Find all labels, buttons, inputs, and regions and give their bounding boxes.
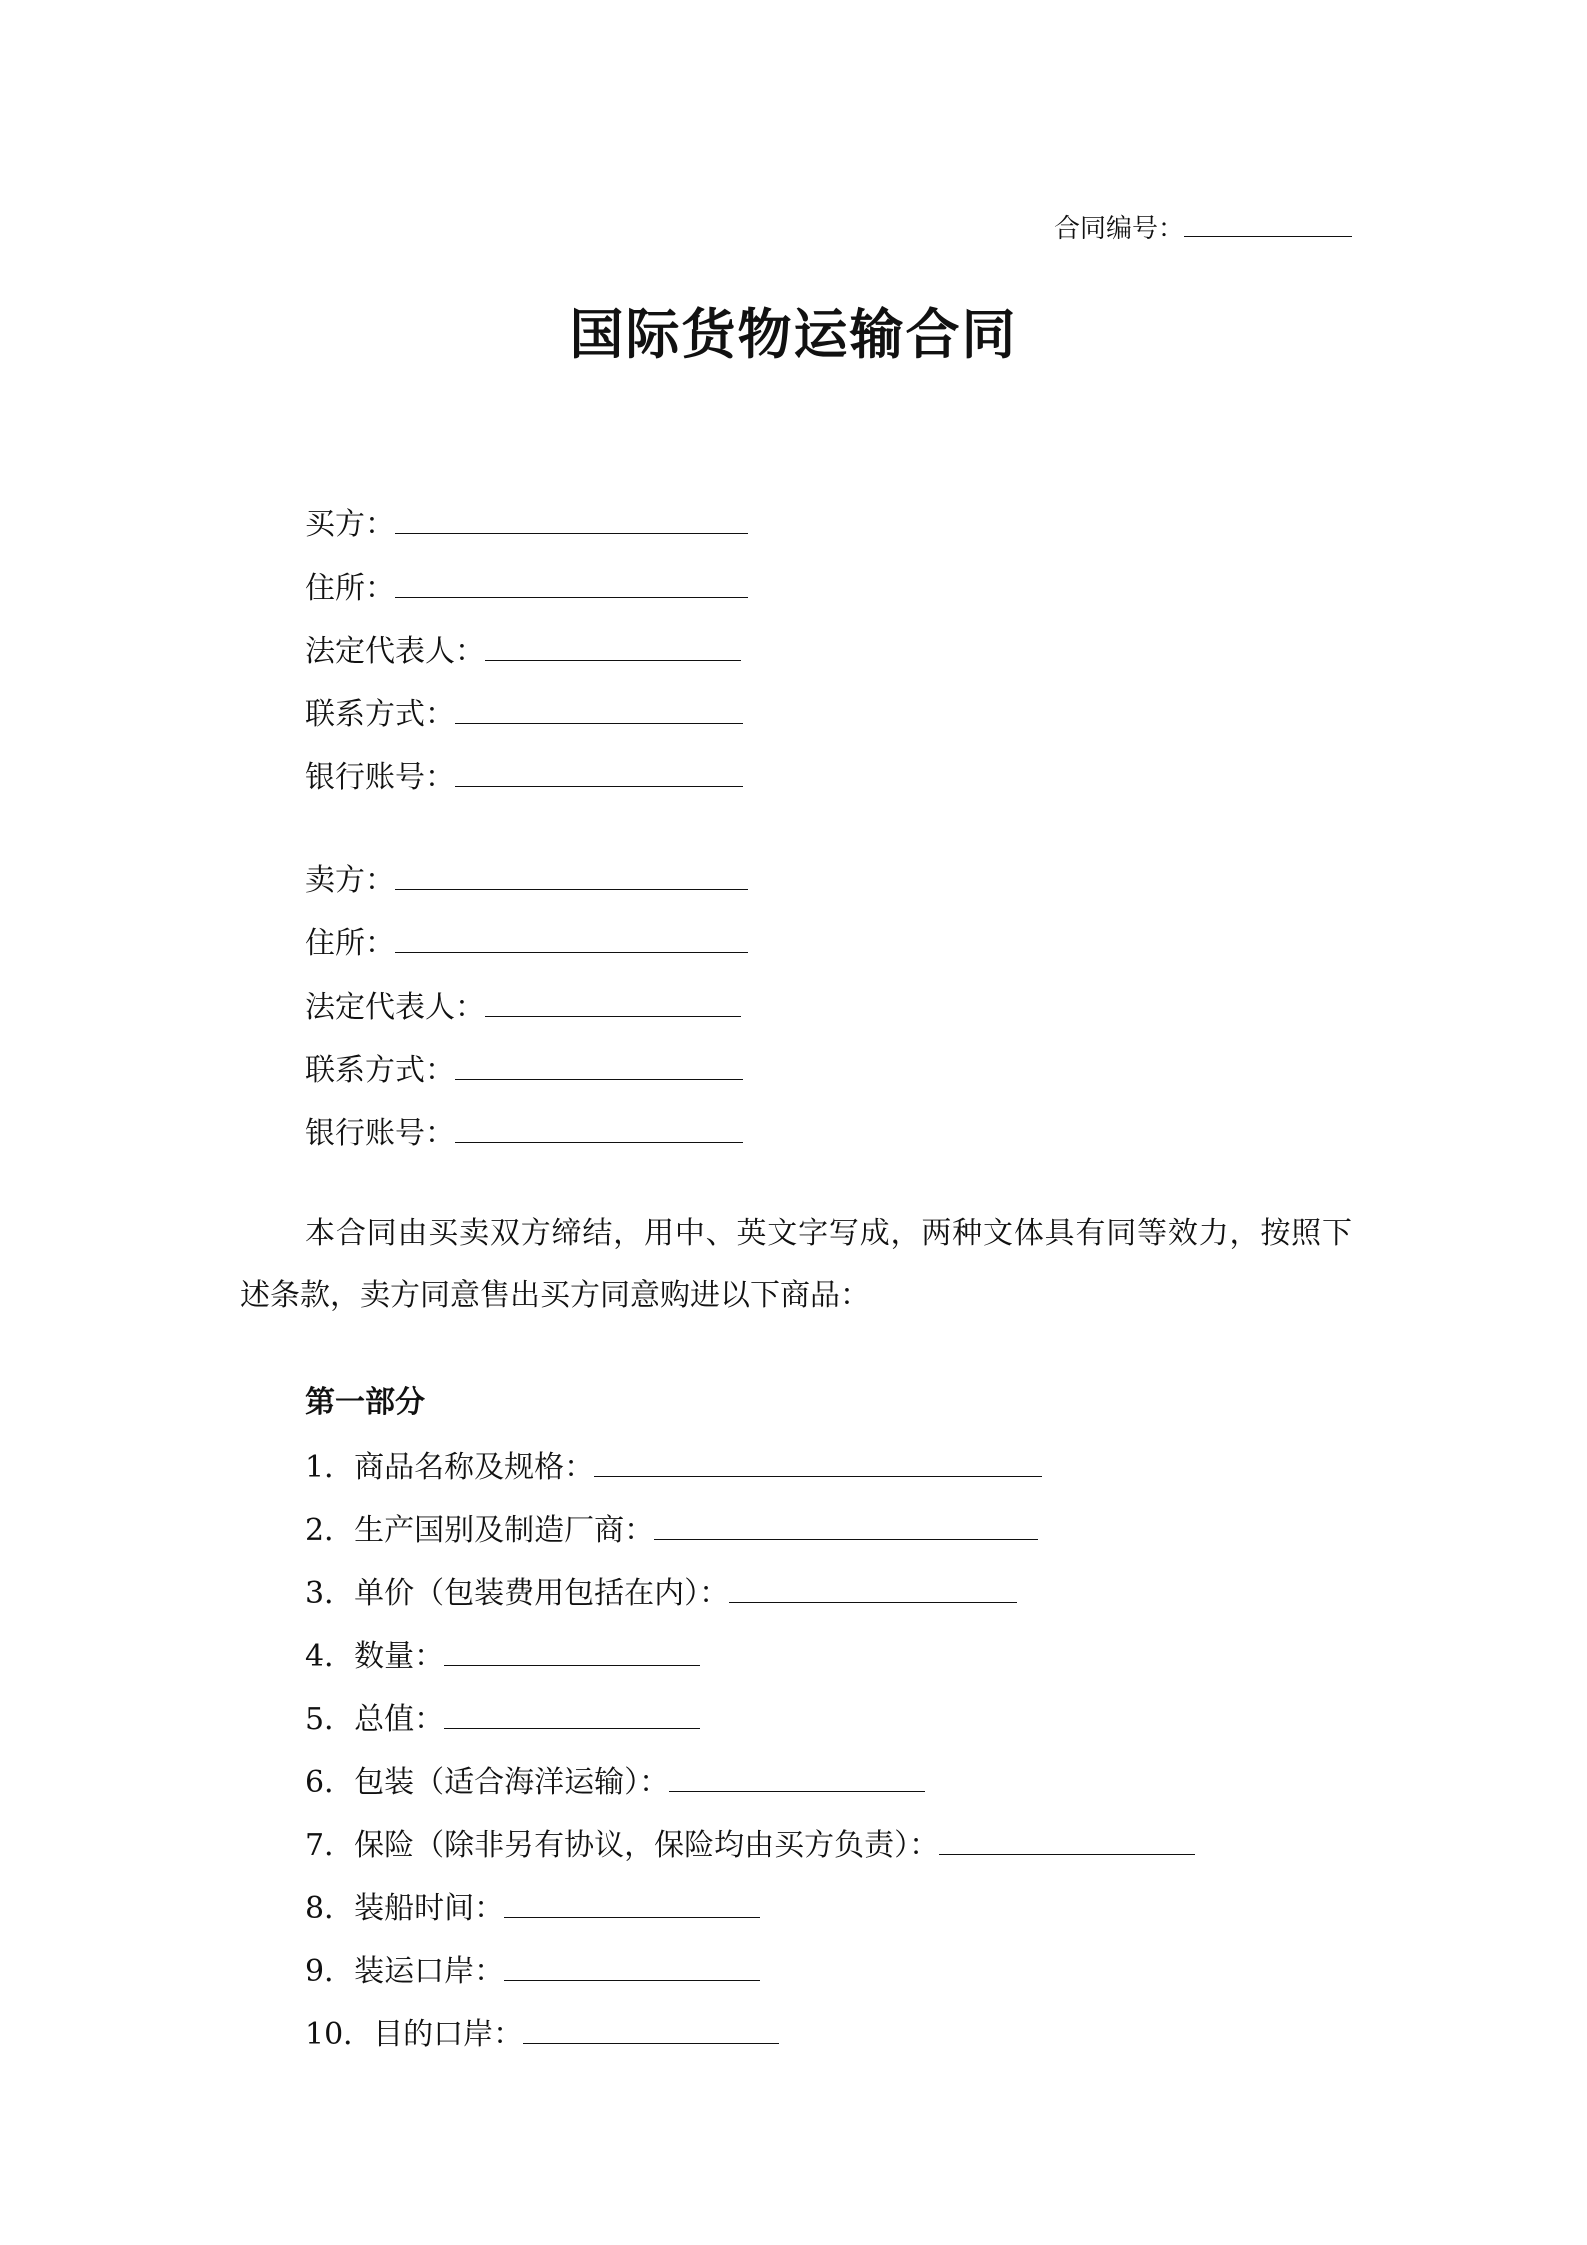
seller-legal-rep-label: 法定代表人： (305, 990, 485, 1025)
item-insurance (305, 1824, 1195, 1866)
part-one-heading: 第一部分 (305, 1385, 425, 1420)
seller-legal-rep-blank[interactable] (485, 986, 741, 1017)
seller-address-blank[interactable] (395, 922, 748, 953)
item-label: 10．目的口岸： (305, 2017, 524, 2052)
buyer-contact-label: 联系方式： (305, 697, 455, 732)
item-blank[interactable] (654, 1509, 1038, 1540)
seller-party-label: 卖方： (305, 863, 395, 898)
buyer-legal-rep-label: 法定代表人： (305, 634, 485, 669)
buyer-address-label: 住所： (305, 571, 395, 606)
seller-contact-blank[interactable] (455, 1049, 743, 1080)
item-blank[interactable] (444, 1698, 700, 1729)
item-label: 8．装船时间： (305, 1891, 505, 1926)
item-goods-name (305, 1446, 1042, 1488)
item-blank[interactable] (594, 1446, 1042, 1477)
buyer-address-blank[interactable] (395, 567, 748, 598)
item-blank[interactable] (729, 1572, 1017, 1603)
item-label: 1．商品名称及规格： (305, 1450, 595, 1485)
buyer-contact-blank[interactable] (455, 693, 743, 724)
item-blank[interactable] (669, 1761, 925, 1792)
seller-bank-account-field (305, 1112, 743, 1154)
buyer-legal-rep-field (305, 630, 741, 672)
item-port-of-loading (305, 1950, 760, 1992)
seller-legal-rep-field (305, 986, 741, 1028)
seller-bank-account-blank[interactable] (455, 1112, 743, 1143)
seller-party-field (305, 859, 748, 901)
item-blank[interactable] (939, 1824, 1195, 1855)
seller-bank-account-label: 银行账号： (305, 1116, 455, 1151)
buyer-address-field (305, 567, 748, 609)
buyer-party-field (305, 503, 748, 545)
document-title: 国际货物运输合同 (569, 302, 1018, 366)
item-quantity (305, 1635, 700, 1677)
item-label: 9．装运口岸： (305, 1954, 505, 1989)
item-blank[interactable] (444, 1635, 700, 1666)
item-origin-manufacturer (305, 1509, 1038, 1551)
seller-contact-field (305, 1049, 743, 1091)
seller-address-field (305, 922, 748, 964)
buyer-bank-account-field (305, 756, 743, 798)
item-label: 6．包装（适合海洋运输）： (305, 1765, 670, 1800)
seller-party-blank[interactable] (395, 859, 748, 890)
item-blank[interactable] (523, 2013, 779, 2044)
buyer-bank-account-label: 银行账号： (305, 760, 455, 795)
item-packing (305, 1761, 925, 1803)
seller-address-label: 住所： (305, 926, 395, 961)
item-label: 7．保险（除非另有协议，保险均由买方负责）： (305, 1828, 940, 1863)
item-unit-price (305, 1572, 1017, 1614)
item-label: 2．生产国别及制造厂商： (305, 1513, 655, 1548)
contract-number-label: 合同编号： (1053, 214, 1184, 244)
item-label: 4．数量： (305, 1639, 445, 1674)
seller-contact-label: 联系方式： (305, 1053, 455, 1088)
buyer-bank-account-blank[interactable] (455, 756, 743, 787)
item-port-of-destination (305, 2013, 779, 2055)
buyer-legal-rep-blank[interactable] (485, 630, 741, 661)
item-blank[interactable] (504, 1950, 760, 1981)
item-label: 5．总值： (305, 1702, 445, 1737)
item-total-value (305, 1698, 700, 1740)
buyer-party-label: 买方： (305, 507, 395, 542)
contract-number-blank[interactable] (1184, 206, 1352, 237)
intro-paragraph: 本合同由买卖双方缔结，用中、英文字写成，两种文体具有同等效力，按照下述条款，卖方同意售出买方同意购进以下商品： (240, 1216, 1352, 1313)
buyer-contact-field (305, 693, 743, 735)
item-blank[interactable] (504, 1887, 760, 1918)
item-label: 3．单价（包装费用包括在内）： (305, 1576, 730, 1611)
contract-number (1054, 206, 1352, 246)
buyer-party-blank[interactable] (395, 503, 748, 534)
item-shipment-time (305, 1887, 760, 1929)
